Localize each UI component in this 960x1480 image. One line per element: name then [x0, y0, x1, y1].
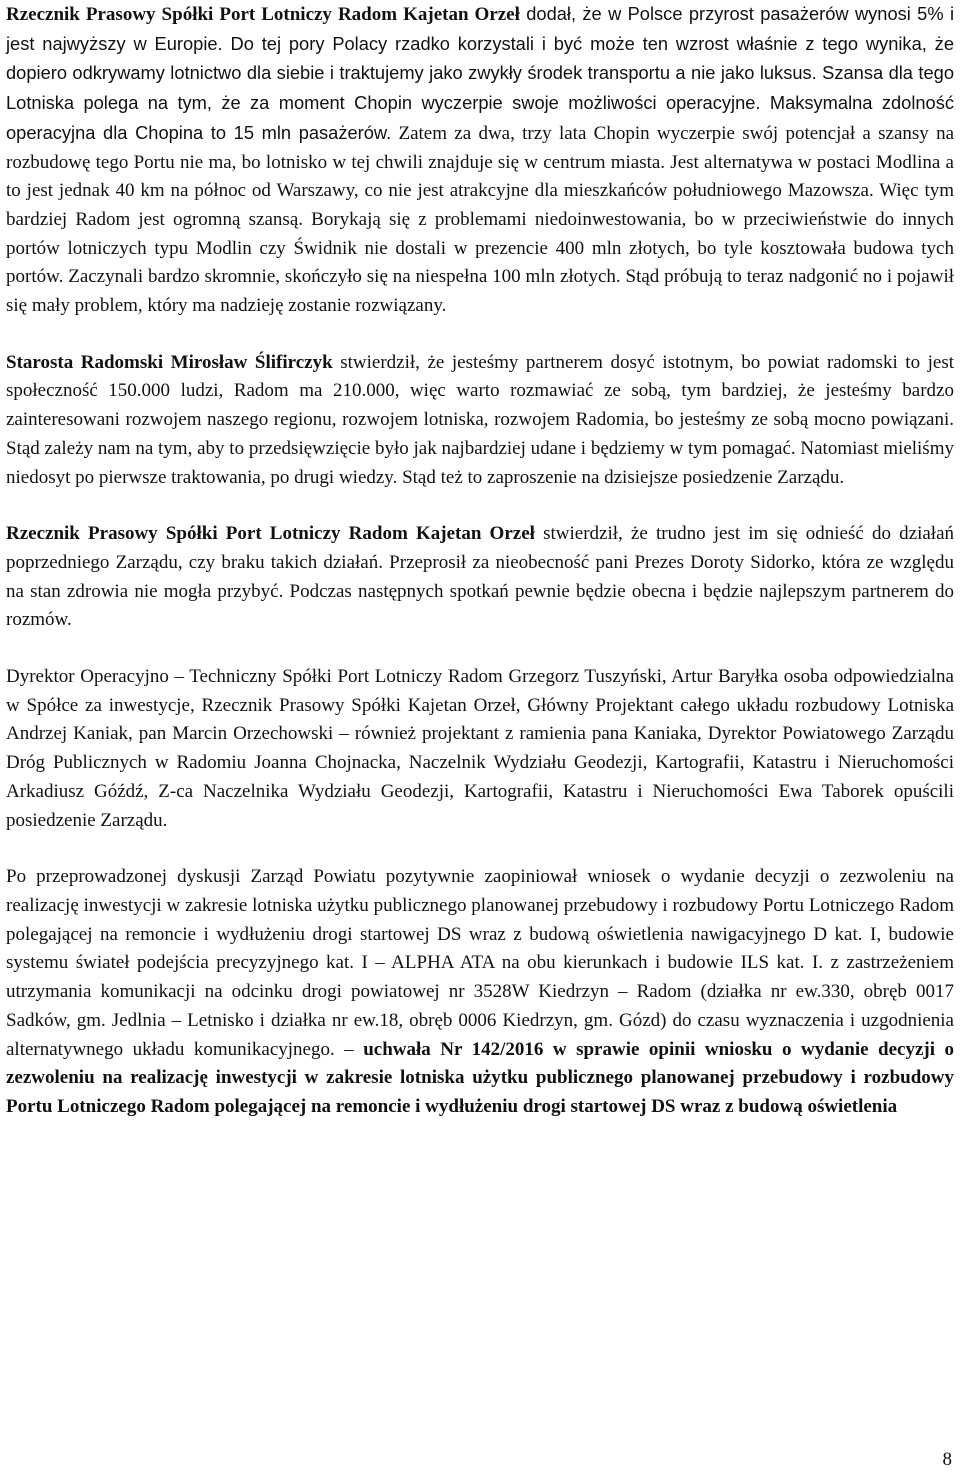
- paragraph-text: dodał, że w Polsce przyrost pasażerów wynosi 5% i jest najwyższy w Europie. Do tej pory Polacy rzadko korzystali i być może ten wzrost właśnie z tego wynika, że dopiero odkrywamy lotnictwo dla siebie i traktujemy jako zwykły środek transportu a nie jako luksus.: [6, 3, 955, 84]
- speaker-name: Starosta Radomski Mirosław Ślifirczyk: [6, 351, 333, 373]
- paragraph-text: Zatem za dwa, trzy lata Chopin wyczerpie swój potencjał a szansy na rozbudowę tego Portu nie ma, bo lotnisko w tej chwili znajduje się w centrum miasta.: [6, 122, 954, 173]
- resolution-title: uchwała Nr 142/2016 w sprawie opinii wniosku o wydanie decyzji o zezwoleniu na realizację inwestycji w zakresie lotniska użytku publicznego planowanej przebudowy i rozbudowy Portu Lotniczego Radom polegającej na remoncie i wydłużeniu drogi startowej DS wraz z budową oświetlenia: [6, 1038, 955, 1117]
- page-number: 8: [942, 1449, 952, 1470]
- paragraph-airport-spokesman-2: [6, 520, 954, 635]
- paragraph-attendees-left: [6, 663, 954, 835]
- paragraph-text: stwierdził, że trudno jest im się odnieść do działań poprzedniego Zarządu, czy braku takich działań. Przeprosił za nieobecność pani Prezes Doroty Sidorko, która ze względu na stan zdrowia nie mogła przybyć. Podczas następnych spotkań pewnie będzie obecna i będzie najlepszym partnerem do rozmów.: [6, 523, 954, 631]
- paragraph-text: Jest alternatywa w postaci Modlina a to jest jednak 40 km na północ od Warszawy, co nie jest atrakcyjne dla mieszkańców południowego Mazowsza. Więc tym bardziej Radom jest ogromną szansą.: [6, 151, 954, 230]
- paragraph-text: stwierdził, że jesteśmy partnerem dosyć istotnym, bo powiat radomski to jest społeczność 150.000 ludzi, Radom ma 210.000, więc warto rozmawiać ze sobą, tym bardziej, że jesteśmy bardzo zainteresowani rozwojem naszego regionu, rozwojem lotniska, rozwojem Radomia, bo jesteśmy ze sobą mocno powiązani. Stąd zależy nam na tym, aby to przedsięwzięcie było jak najbardziej udane i będziemy w tym pomagać. Natomiast mieliśmy niedosyt po pierwsze traktowania, po drugi wiedzy. Stąd też to zaproszenie na dzisiejsze posiedzenie Zarządu.: [6, 351, 955, 488]
- paragraph-starosta: [6, 349, 954, 493]
- paragraph-resolution: [6, 863, 954, 1121]
- speaker-name: Rzecznik Prasowy Spółki Port Lotniczy Radom Kajetan Orzeł: [6, 523, 535, 545]
- document-body: [6, 0, 954, 1122]
- paragraph-airport-spokesman-1: [6, 0, 954, 321]
- paragraph-text: Borykają się z problemami niedoinwestowania, bo w przeciwieństwie do innych portów lotniczych typu Modlin czy Świdnik nie dostali w prezencie 400 mln złotych, bo tyle kosztowała budowa tych portów. Zaczynali bardzo skromnie, skończyło się na niespełna 100 mln złotych. Stąd próbują to teraz nadgonić no i pojawił się mały problem, który ma nadzieję zostanie rozwiązany.: [6, 208, 954, 317]
- paragraph-text: Szansa dla tego Lotniska polega na tym, że za moment Chopin wyczerpie swoje możliwości operacyjne. Maksymalna zdolność operacyjna dla Chopina to 15 mln pasażerów.: [6, 62, 954, 143]
- paragraph-text: Dyrektor Operacyjno – Techniczny Spółki Port Lotniczy Radom Grzegorz Tuszyński, Artur Baryłka osoba odpowiedzialna w Spółce za inwestycje, Rzecznik Prasowy Spółki Kajetan Orzeł, Główny Projektant całego układu rozbudowy Lotniska Andrzej Kaniak, pan Marcin Orzechowski – również projektant z ramienia pana Kaniaka, Dyrektor Powiatowego Zarządu Dróg Publicznych w Radomiu Joanna Chojnacka, Naczelnik Wydziału Geodezji, Kartografii, Katastru i Nieruchomości Arkadiusz Góźdź, Z-ca Naczelnika Wydziału Geodezji, Kartografii, Katastru i Nieruchomości Ewa Taborek opuścili posiedzenie Zarządu.: [6, 666, 954, 831]
- speaker-name: Rzecznik Prasowy Spółki Port Lotniczy Radom Kajetan Orzeł: [6, 4, 520, 25]
- paragraph-text: Po przeprowadzonej dyskusji Zarząd Powiatu pozytywnie zaopiniował wniosek o wydanie decyzji o zezwoleniu na realizację inwestycji w zakresie lotniska użytku publicznego planowanej przebudowy i rozbudowy Portu Lotniczego Radom polegającej na remoncie i wydłużeniu drogi startowej DS wraz z budową oświetlenia nawigacyjnego D kat. I, budowie systemu świateł podejścia precyzyjnego kat. I – ALPHA ATA na obu kierunkach i budowie ILS kat. I. z zastrzeżeniem utrzymania komunikacji na odcinku drogi powiatowej nr 3528W Kiedrzyn – Radom (działka nr ew.330, obręb 0017 Sadków, gm. Jedlnia – Letnisko i działka nr ew.18, obręb 0006 Kiedrzyn, gm. Gózd) do czasu wyznaczenia i uzgodnienia alternatywnego układu komunikacyjnego. –: [6, 866, 954, 1060]
